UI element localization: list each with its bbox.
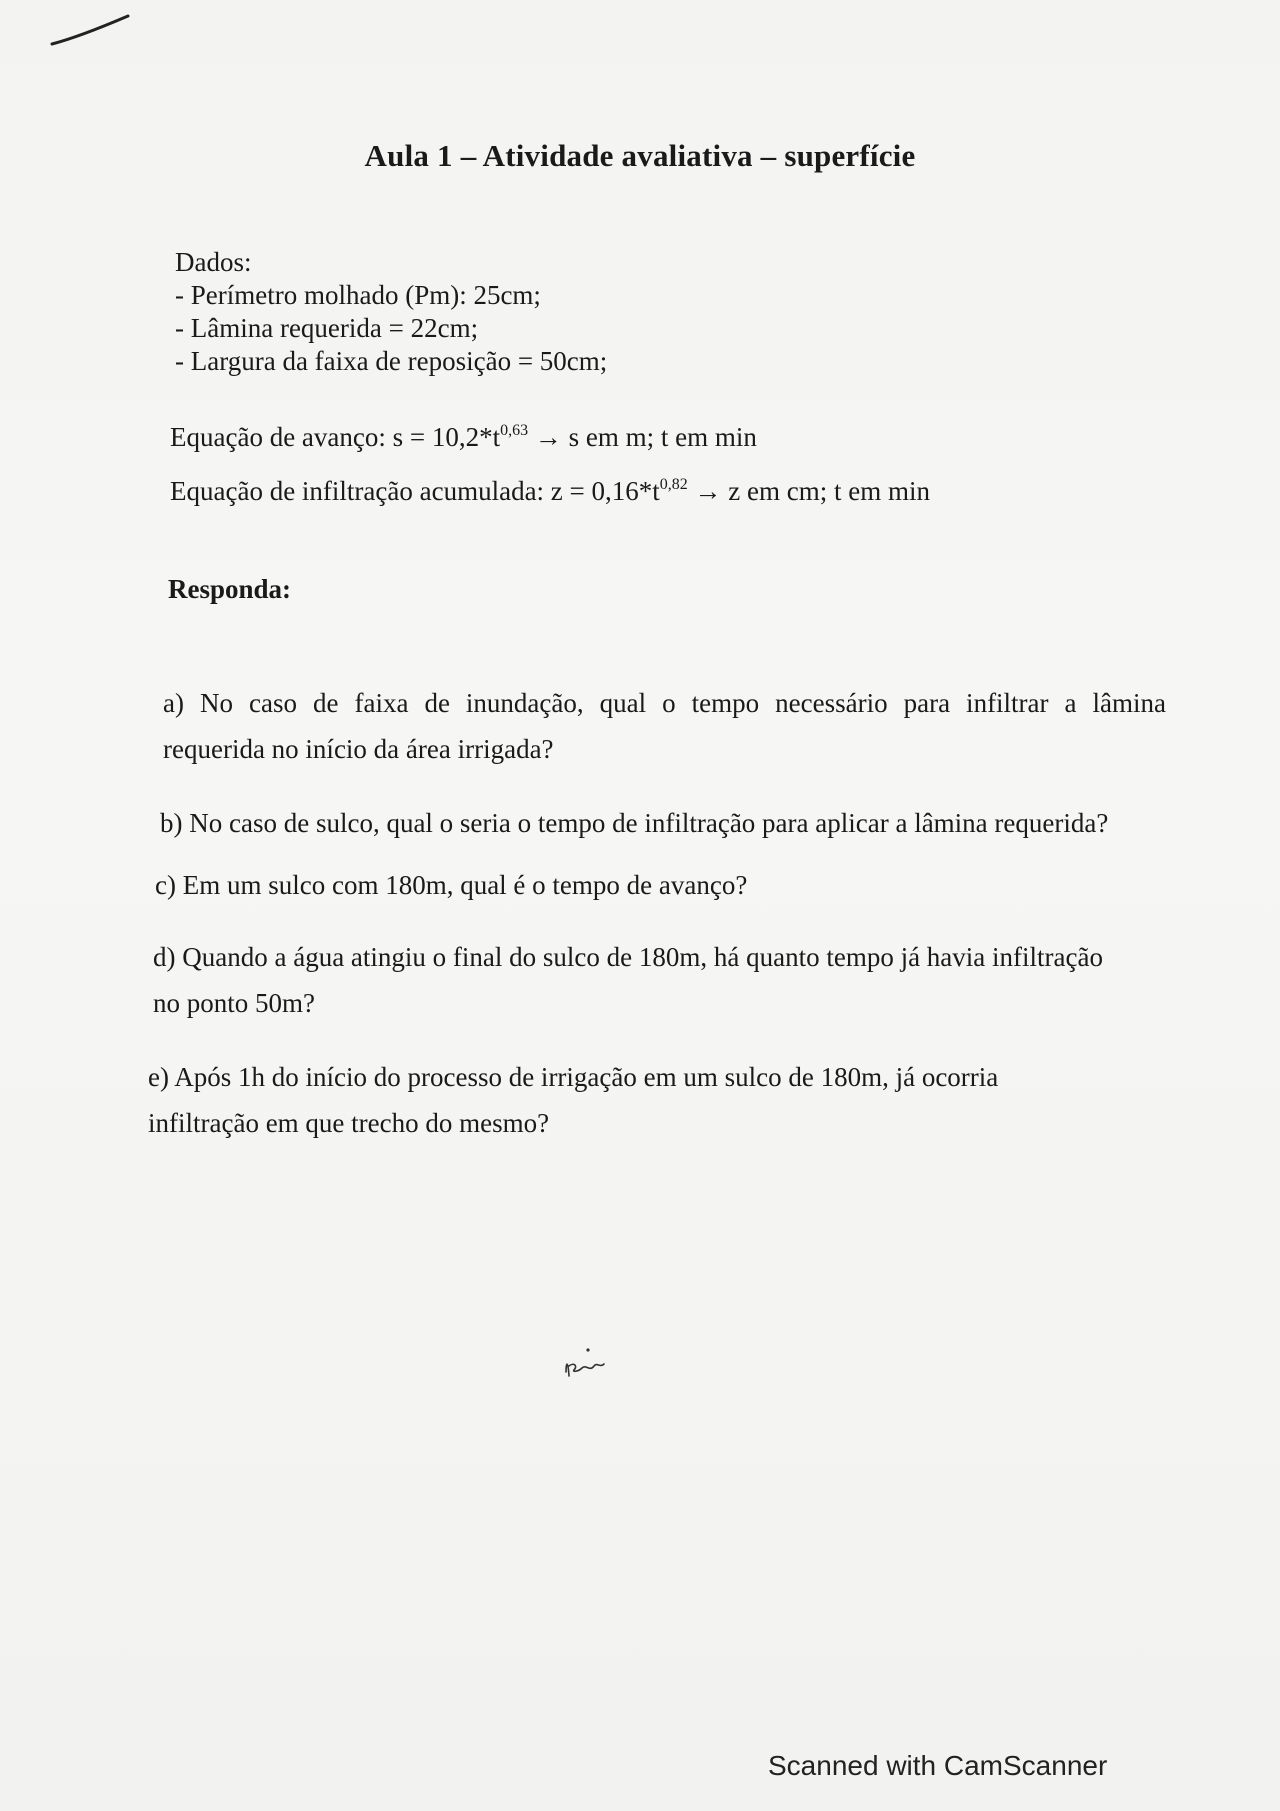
question-b: [160, 800, 1108, 846]
given-data-heading: Dados:: [175, 247, 252, 277]
given-data-block: [175, 246, 607, 378]
question-a: [163, 680, 1166, 772]
arrow-icon: →: [694, 476, 722, 506]
scanner-watermark: Scanned with CamScanner: [768, 1750, 1108, 1781]
arrow-icon: →: [534, 422, 562, 452]
question-line: no ponto 50m?: [153, 988, 315, 1018]
question-d: [153, 934, 1103, 1026]
infiltration-equation-units: z em cm; t em min: [728, 476, 930, 506]
question-line: c) Em um sulco com 180m, qual é o tempo de avanço?: [155, 870, 748, 900]
given-data-item: - Largura da faixa de reposição = 50cm;: [175, 346, 608, 376]
given-data-item: - Lâmina requerida = 22cm;: [175, 313, 479, 343]
question-line: d) Quando a água atingiu o final do sulco de 180m, há quanto tempo já havia infiltração: [153, 942, 1103, 972]
question-e: [148, 1054, 998, 1146]
question-line: e) Após 1h do início do processo de irrigação em um sulco de 180m, já ocorria: [148, 1062, 999, 1092]
infiltration-equation-label: Equação de infiltração acumulada: z = 0,16*t: [170, 476, 660, 506]
question-c: [155, 862, 747, 908]
page-title: Aula 1 – Atividade avaliativa – superfície: [364, 138, 916, 173]
given-data-item: - Perímetro molhado (Pm): 25cm;: [175, 280, 541, 310]
question-line: requerida no início da área irrigada?: [163, 734, 554, 764]
question-line: b) No caso de sulco, qual o seria o tempo de infiltração para aplicar a lâmina requerida?: [160, 808, 1109, 838]
infiltration-equation-exponent: 0,82: [659, 476, 688, 493]
advance-equation-label: Equação de avanço: s = 10,2*t: [170, 422, 501, 452]
handwritten-initials: [560, 1342, 610, 1388]
question-line: a) No caso de faixa de inundação, qual o tempo necessário para infiltrar a lâmina: [163, 688, 1166, 718]
advance-equation: [170, 422, 757, 453]
pen-stroke-mark: [50, 12, 130, 52]
infiltration-equation: [170, 476, 930, 507]
advance-equation-units: s em m; t em min: [568, 422, 757, 452]
advance-equation-exponent: 0,63: [500, 422, 529, 439]
question-line: infiltração em que trecho do mesmo?: [148, 1108, 550, 1138]
responda-heading: Responda:: [168, 574, 292, 604]
